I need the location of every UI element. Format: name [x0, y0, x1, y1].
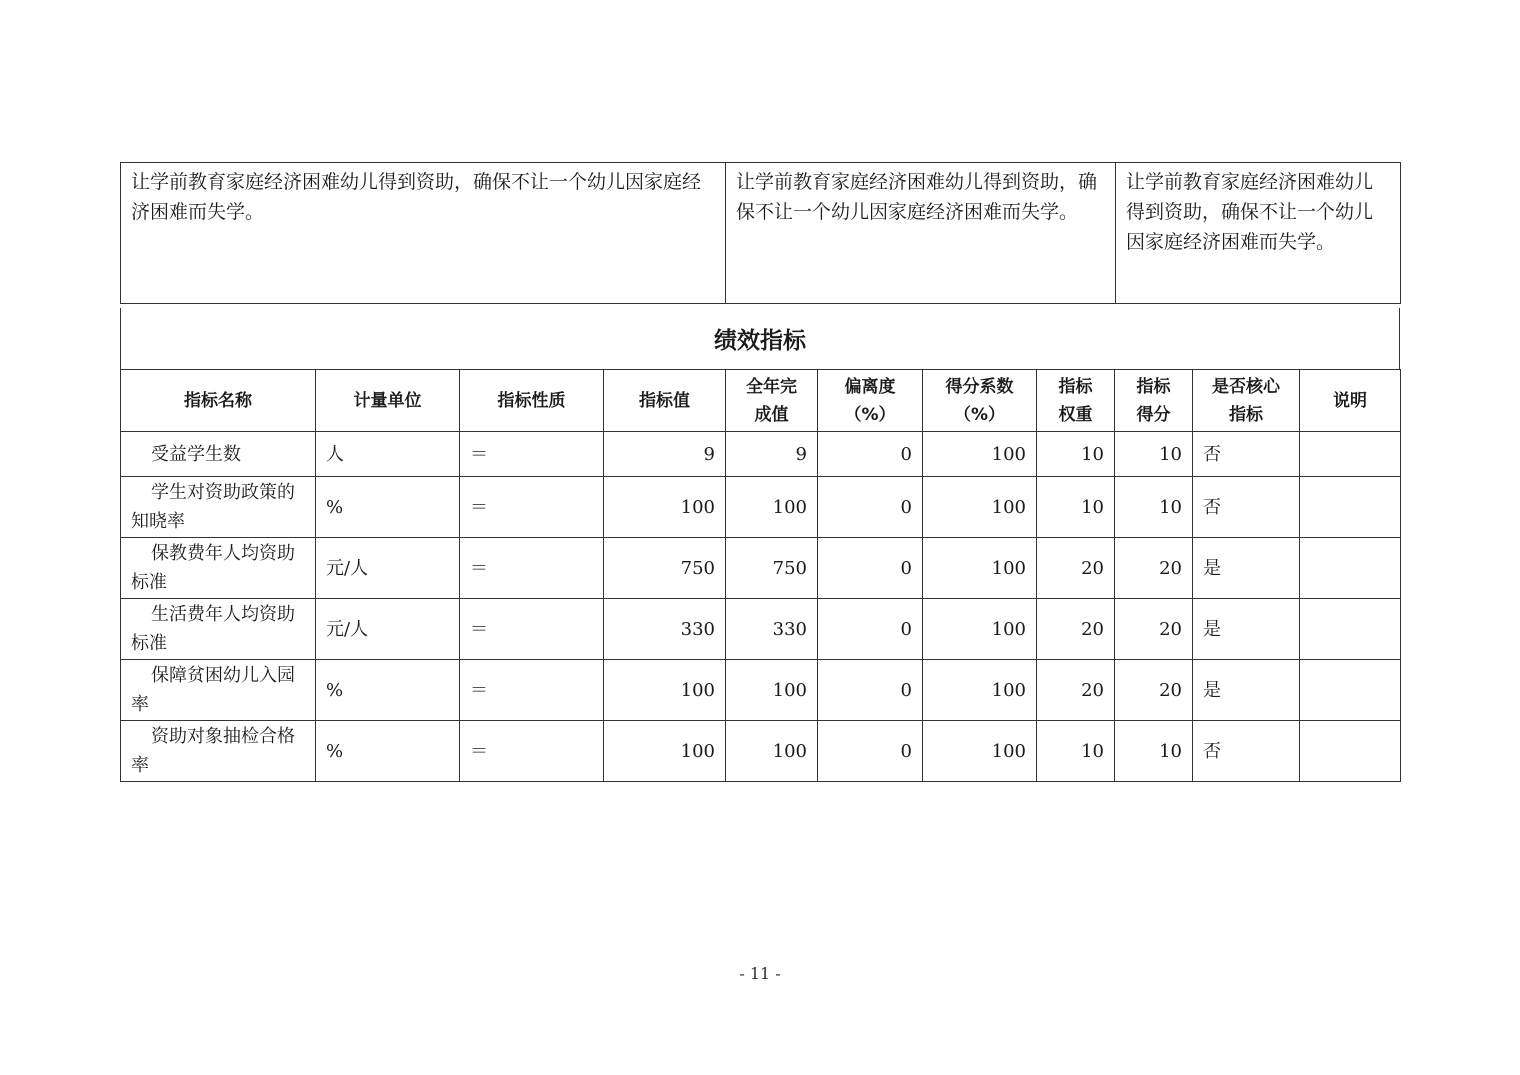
header-unit: 计量单位: [316, 370, 460, 432]
score-cell: 10: [1115, 432, 1193, 477]
header-deviation: [818, 370, 923, 432]
indicator-name-cell: 保障贫困幼儿入园率: [121, 660, 316, 721]
header-actual-value: [726, 370, 818, 432]
deviation-cell: 0: [818, 432, 923, 477]
header-weight-line2: 权重: [1058, 404, 1093, 425]
score-coefficient-cell: 100: [923, 660, 1037, 721]
note-cell: [1300, 432, 1401, 477]
indicator-name-cell: 保教费年人均资助标准: [121, 538, 316, 599]
target-value-cell: 100: [604, 721, 726, 782]
deviation-cell: 0: [818, 538, 923, 599]
header-coef-line2: （%）: [953, 404, 1006, 425]
header-note: 说明: [1300, 370, 1401, 432]
indicator-name-cell: 学生对资助政策的知晓率: [121, 477, 316, 538]
weight-cell: 10: [1037, 432, 1115, 477]
weight-cell: 10: [1037, 721, 1115, 782]
goal-text-evaluation: 让学前教育家庭经济困难幼儿得到资助，确保不让一个幼儿因家庭经济困难而失学。: [1116, 163, 1401, 304]
header-weight-line1: 指标: [1058, 376, 1093, 397]
target-value-cell: 9: [604, 432, 726, 477]
table-header-row: [121, 370, 1401, 432]
header-coef-line1: 得分系数: [945, 376, 1014, 397]
nature-cell: ＝: [460, 660, 604, 721]
actual-value-cell: 100: [726, 660, 818, 721]
page-number: - 11 -: [739, 964, 781, 983]
header-weight: [1037, 370, 1115, 432]
core-indicator-cell: 否: [1193, 432, 1300, 477]
core-indicator-cell: 是: [1193, 599, 1300, 660]
nature-cell: ＝: [460, 432, 604, 477]
actual-value-cell: 750: [726, 538, 818, 599]
goals-table: [120, 162, 1401, 304]
actual-value-cell: 9: [726, 432, 818, 477]
note-cell: [1300, 538, 1401, 599]
unit-cell: 元/人: [316, 538, 460, 599]
header-score: [1115, 370, 1193, 432]
table-row: [121, 721, 1401, 782]
score-coefficient-cell: 100: [923, 721, 1037, 782]
nature-cell: ＝: [460, 477, 604, 538]
note-cell: [1300, 599, 1401, 660]
weight-cell: 20: [1037, 599, 1115, 660]
core-indicator-cell: 是: [1193, 538, 1300, 599]
weight-cell: 10: [1037, 477, 1115, 538]
deviation-cell: 0: [818, 599, 923, 660]
actual-value-cell: 330: [726, 599, 818, 660]
deviation-cell: 0: [818, 721, 923, 782]
score-coefficient-cell: 100: [923, 538, 1037, 599]
core-indicator-cell: 是: [1193, 660, 1300, 721]
actual-value-cell: 100: [726, 477, 818, 538]
unit-cell: %: [316, 477, 460, 538]
goal-text-actual: 让学前教育家庭经济困难幼儿得到资助，确保不让一个幼儿因家庭经济困难而失学。: [726, 163, 1116, 304]
indicator-name-cell: 生活费年人均资助标准: [121, 599, 316, 660]
table-row: [121, 432, 1401, 477]
header-score-line2: 得分: [1136, 404, 1171, 425]
note-cell: [1300, 721, 1401, 782]
score-coefficient-cell: 100: [923, 599, 1037, 660]
nature-cell: ＝: [460, 599, 604, 660]
header-score-coefficient: [923, 370, 1037, 432]
core-indicator-cell: 否: [1193, 477, 1300, 538]
indicator-name-cell: 受益学生数: [121, 432, 316, 477]
header-core-indicator: [1193, 370, 1300, 432]
target-value-cell: 100: [604, 660, 726, 721]
indicator-name-cell: 资助对象抽检合格率: [121, 721, 316, 782]
score-cell: 10: [1115, 721, 1193, 782]
goal-text-planned: 让学前教育家庭经济困难幼儿得到资助，确保不让一个幼儿因家庭经济困难而失学。: [121, 163, 726, 304]
unit-cell: %: [316, 660, 460, 721]
goals-row: [121, 163, 1401, 304]
deviation-cell: 0: [818, 660, 923, 721]
header-target-value: 指标值: [604, 370, 726, 432]
nature-cell: ＝: [460, 721, 604, 782]
header-deviation-line1: 偏离度: [844, 376, 896, 397]
header-deviation-line2: （%）: [844, 404, 896, 425]
note-cell: [1300, 477, 1401, 538]
score-coefficient-cell: 100: [923, 432, 1037, 477]
target-value-cell: 330: [604, 599, 726, 660]
deviation-cell: 0: [818, 477, 923, 538]
unit-cell: 元/人: [316, 599, 460, 660]
header-nature: 指标性质: [460, 370, 604, 432]
weight-cell: 20: [1037, 538, 1115, 599]
header-core-line2: 指标: [1229, 404, 1263, 425]
weight-cell: 20: [1037, 660, 1115, 721]
note-cell: [1300, 660, 1401, 721]
core-indicator-cell: 否: [1193, 721, 1300, 782]
header-core-line1: 是否核心: [1212, 376, 1280, 397]
table-row: [121, 538, 1401, 599]
header-actual-text: 全年完成值: [746, 376, 797, 425]
score-coefficient-cell: 100: [923, 477, 1037, 538]
performance-indicator-table: [120, 369, 1401, 782]
unit-cell: 人: [316, 432, 460, 477]
nature-cell: ＝: [460, 538, 604, 599]
table-row: [121, 599, 1401, 660]
score-cell: 20: [1115, 538, 1193, 599]
score-cell: 20: [1115, 660, 1193, 721]
target-value-cell: 750: [604, 538, 726, 599]
table-row: [121, 660, 1401, 721]
header-score-line1: 指标: [1136, 376, 1171, 397]
unit-cell: %: [316, 721, 460, 782]
score-cell: 10: [1115, 477, 1193, 538]
table-row: [121, 477, 1401, 538]
header-indicator-name: 指标名称: [121, 370, 316, 432]
target-value-cell: 100: [604, 477, 726, 538]
table-body: [121, 432, 1401, 782]
actual-value-cell: 100: [726, 721, 818, 782]
score-cell: 20: [1115, 599, 1193, 660]
section-title: 绩效指标: [120, 308, 1400, 370]
